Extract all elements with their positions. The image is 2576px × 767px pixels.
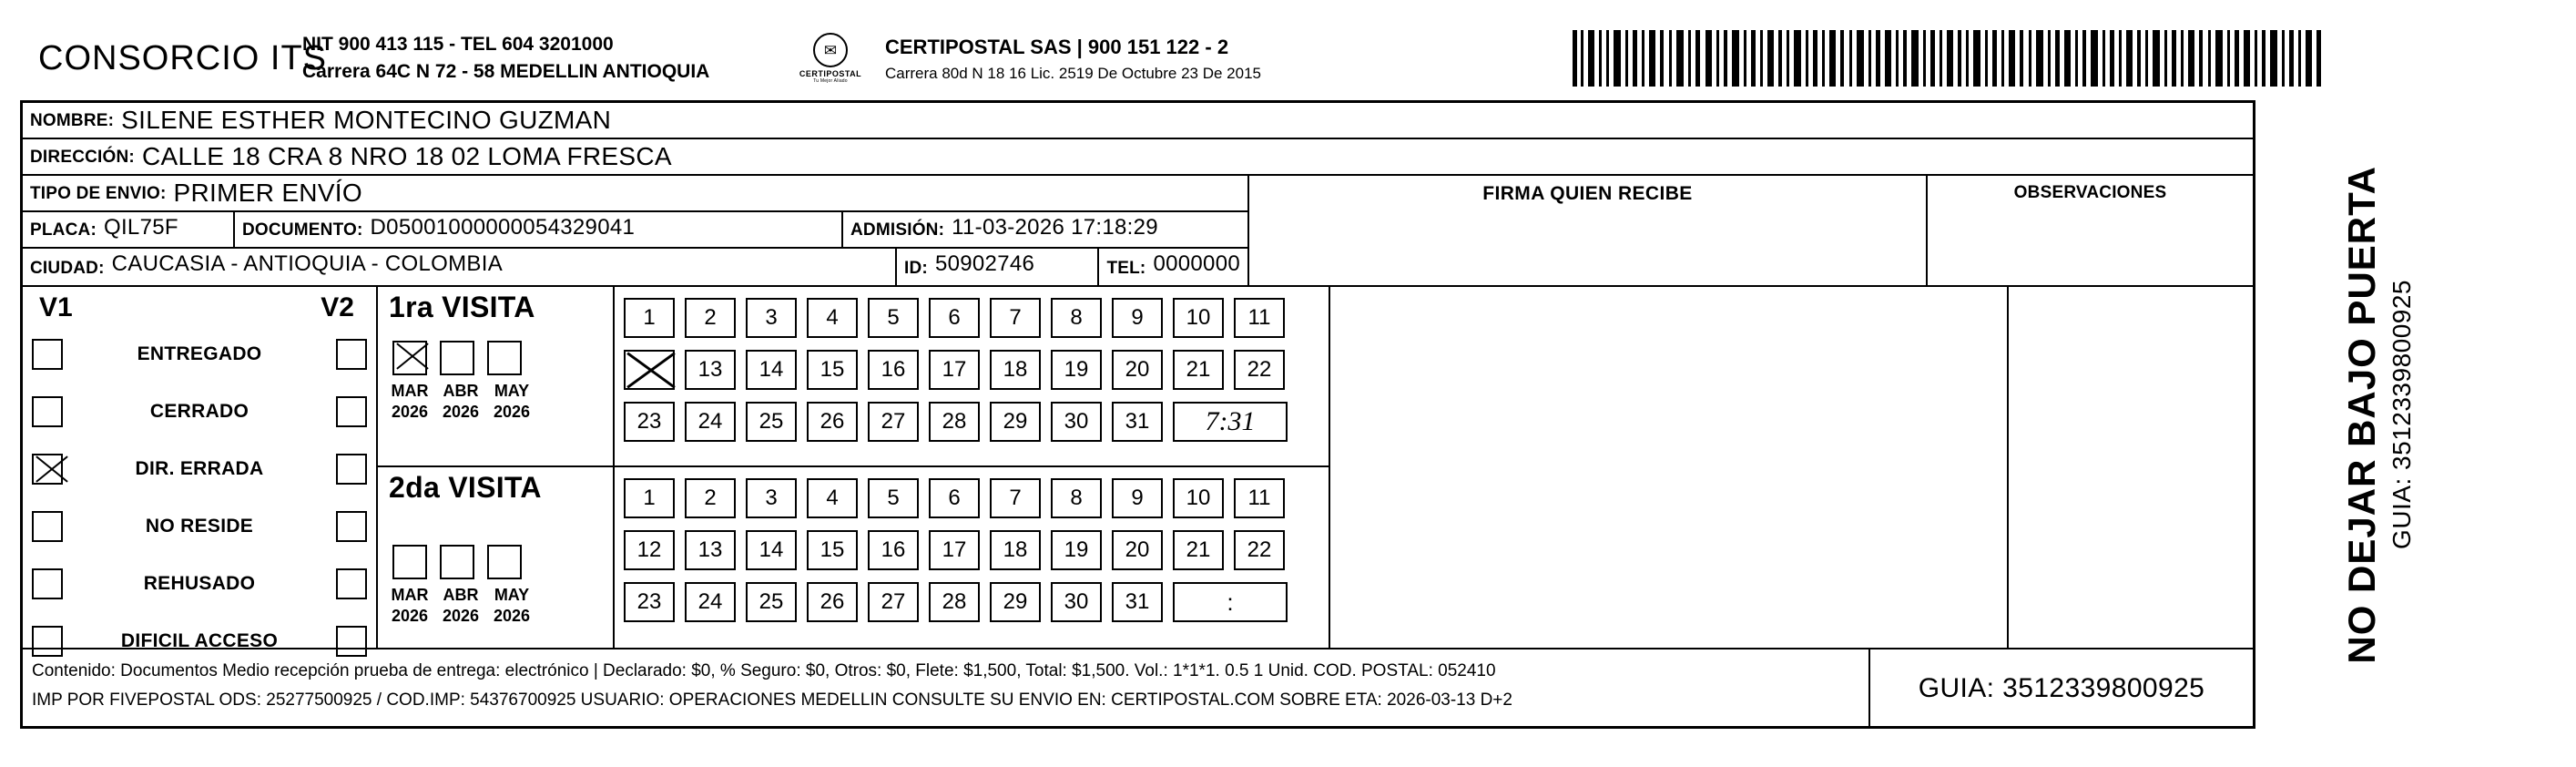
status-row-no-reside	[32, 497, 367, 555]
tel-value: 0000000	[1153, 251, 1240, 276]
day-cell[interactable]: 3	[746, 478, 797, 518]
visit-2-day-grid	[615, 467, 1329, 648]
visit1-month-abr	[442, 381, 480, 422]
checkbox-visit2-mar[interactable]	[392, 545, 427, 579]
day-cell[interactable]: 26	[807, 582, 858, 622]
day-cell[interactable]: 3	[746, 298, 797, 338]
day-cell[interactable]: 25	[746, 402, 797, 442]
day-cell[interactable]: 6	[929, 478, 980, 518]
vertical-notice-guia: GUIA: 3512339800925	[2388, 280, 2416, 549]
visit-2-block	[378, 467, 613, 648]
footer-line-2: IMP POR FIVEPOSTAL ODS: 25277500925 / COD.IMP: 54376700925 USUARIO: OPERACIONES MEDELLIN CONSULTE SU ENVIO EN: CERTIPOSTAL.COM SOBRE ETA: 2026-03-13 D+2	[32, 690, 1512, 711]
checkbox-visit2-abr[interactable]	[440, 545, 474, 579]
day-cell[interactable]: 5	[868, 478, 919, 518]
day-cell[interactable]: 26	[807, 402, 858, 442]
checkbox-dificil-acceso-v2[interactable]	[336, 626, 367, 657]
nombre-value: SILENE ESTHER MONTECINO GUZMAN	[121, 106, 612, 134]
direccion-label: DIRECCIÓN:	[30, 148, 135, 167]
v1-header: V1	[39, 292, 73, 322]
label-header	[20, 16, 2501, 100]
day-cell[interactable]: 13	[685, 350, 736, 390]
visit2-month-mar	[391, 585, 429, 626]
day-cell[interactable]: 12	[624, 530, 675, 570]
day-cell[interactable]: 23	[624, 582, 675, 622]
footer-text-block	[23, 649, 1870, 728]
id-value: 50902746	[934, 251, 1035, 276]
status-label-entregado: ENTREGADO	[137, 343, 262, 364]
day-cell[interactable]: 28	[929, 402, 980, 442]
day-cell[interactable]: 19	[1051, 350, 1102, 390]
checkbox-dir-errada-v1[interactable]	[32, 454, 63, 485]
day-cell[interactable]: 13	[685, 530, 736, 570]
visit2-day-row-1	[624, 478, 1319, 518]
day-cell[interactable]: 17	[929, 530, 980, 570]
visit1-month-mar	[391, 381, 429, 422]
day-cell[interactable]: 6	[929, 298, 980, 338]
visit-1-day-grid	[615, 287, 1329, 467]
logo-wordmark: CERTIPOSTAL	[799, 69, 862, 78]
consorcio-contact-block	[302, 31, 776, 87]
visit2-day-row-2	[624, 530, 1319, 570]
day-cell[interactable]: 10	[1173, 478, 1224, 518]
row-placa-documento-admision	[23, 212, 1247, 249]
visit-2-month-checkboxes	[389, 545, 613, 579]
consorcio-address-line: Carrera 64C N 72 - 58 MEDELLIN ANTIOQUIA	[302, 61, 710, 82]
day-cell[interactable]: 18	[990, 530, 1041, 570]
visit1-abr-year: 2026	[442, 402, 480, 421]
visit1-month-may	[493, 381, 531, 422]
status-label-no-reside: NO RESIDE	[145, 515, 254, 537]
visit1-may-name: MAY	[494, 382, 530, 400]
status-row-entregado	[32, 325, 367, 383]
day-grid-column	[615, 287, 1330, 648]
day-cell[interactable]: 22	[1234, 530, 1285, 570]
day-cell[interactable]: 10	[1173, 298, 1224, 338]
carrier-license: Carrera 80d N 18 16 Lic. 2519 De Octubre 23 De 2015	[885, 64, 1261, 82]
nombre-label: NOMBRE:	[30, 111, 115, 130]
day-cell[interactable]: 21	[1173, 530, 1224, 570]
checkbox-dir-errada-v2[interactable]	[336, 454, 367, 485]
day-cell[interactable]: 14	[746, 350, 797, 390]
day-cell[interactable]: 4	[807, 298, 858, 338]
day-cell[interactable]: 9	[1112, 298, 1163, 338]
certipostal-logo	[776, 33, 885, 84]
visit1-mar-year: 2026	[391, 402, 429, 421]
status-label-cerrado: CERRADO	[149, 400, 249, 422]
visit-1-month-labels	[389, 381, 613, 422]
day-cell[interactable]: 18	[990, 350, 1041, 390]
visit1-may-year: 2026	[493, 402, 531, 421]
day-cell[interactable]: 31	[1112, 402, 1163, 442]
day-cell[interactable]: 7	[990, 478, 1041, 518]
status-checkbox-column	[23, 287, 378, 651]
checkbox-rehusado-v2[interactable]	[336, 568, 367, 599]
visit1-day-row-3	[624, 402, 1319, 442]
visit2-may-name: MAY	[494, 586, 530, 605]
day-cell[interactable]: 4	[807, 478, 858, 518]
checkbox-no-reside-v2[interactable]	[336, 511, 367, 542]
observaciones-header: OBSERVACIONES	[1926, 176, 2253, 285]
day-cell[interactable]: 1	[624, 298, 675, 338]
day-cell[interactable]: 14	[746, 530, 797, 570]
day-cell[interactable]: 8	[1051, 478, 1102, 518]
day-cell[interactable]: 11	[1234, 298, 1285, 338]
day-cell[interactable]: 29	[990, 402, 1041, 442]
checkbox-entregado-v2[interactable]	[336, 339, 367, 370]
placa-label: PLACA:	[30, 220, 97, 240]
visit1-abr-name: ABR	[443, 382, 479, 400]
row-direccion	[23, 139, 2253, 176]
consorcio-nit-line: NIT 900 413 115 - TEL 604 3201000	[302, 33, 614, 55]
day-cell[interactable]: 22	[1234, 350, 1285, 390]
row-ciudad-id-tel	[23, 249, 1247, 285]
day-cell[interactable]: 24	[685, 582, 736, 622]
status-label-rehusado: REHUSADO	[143, 572, 256, 594]
day-cell[interactable]: 19	[1051, 530, 1102, 570]
footer-line-1: Contenido: Documentos Medio recepción prueba de entrega: electrónico | Declarado: $0, % Seguro: $0, Otros: $0, Flete: $1,500, Total: $1,500. Vol.: 1*1*1. 0.5 1 Unid. COD. POSTAL: 052410	[32, 661, 1496, 680]
consorcio-title: CONSORCIO ITS	[38, 38, 328, 77]
day-cell[interactable]: 27	[868, 582, 919, 622]
day-cell[interactable]: 24	[685, 402, 736, 442]
day-cell[interactable]: 17	[929, 350, 980, 390]
visit2-month-abr	[442, 585, 480, 626]
day-cell[interactable]: 16	[868, 350, 919, 390]
status-row-cerrado	[32, 383, 367, 440]
visit2-month-may	[493, 585, 531, 626]
day-cell[interactable]: 20	[1112, 530, 1163, 570]
day-cell[interactable]: 15	[807, 530, 858, 570]
barcode-image	[1571, 30, 2327, 87]
admision-value: 11-03-2026 17:18:29	[952, 215, 1158, 240]
visit1-mar-name: MAR	[391, 382, 429, 400]
barcode-area	[1468, 30, 2501, 87]
visit1-day-row-2	[624, 350, 1319, 390]
visit-1-title: 1ra VISITA	[389, 291, 535, 323]
visit-2-month-labels	[389, 585, 613, 626]
day-cell[interactable]: 7	[990, 298, 1041, 338]
status-row-dir-errada	[32, 440, 367, 497]
day-cell[interactable]: 16	[868, 530, 919, 570]
status-label-dificil-acceso: DIFICIL ACCESO	[120, 629, 279, 651]
visit1-time-field[interactable]: 7:31	[1173, 402, 1288, 442]
checkbox-dificil-acceso-v1[interactable]	[32, 626, 63, 657]
visit-2-title: 2da VISITA	[389, 471, 542, 505]
footer-section	[23, 649, 2253, 728]
checkbox-visit1-mar[interactable]	[392, 341, 427, 375]
day-cell[interactable]: 25	[746, 582, 797, 622]
visit2-abr-name: ABR	[443, 586, 479, 605]
day-cell[interactable]: 8	[1051, 298, 1102, 338]
tel-label: TEL:	[1106, 259, 1146, 278]
documento-label: DOCUMENTO:	[242, 220, 363, 240]
left-detail-column	[23, 176, 1247, 285]
checkbox-entregado-v1[interactable]	[32, 339, 63, 370]
admision-label: ADMISIÓN:	[850, 220, 945, 240]
logo-mark-icon: ✉	[813, 33, 848, 67]
checkbox-no-reside-v1[interactable]	[32, 511, 63, 542]
day-cell[interactable]: 23	[624, 402, 675, 442]
visit2-mar-year: 2026	[391, 606, 429, 625]
day-cell[interactable]: 9	[1112, 478, 1163, 518]
signature-headers	[1247, 176, 2253, 285]
documento-value: D05001000000054329041	[370, 215, 636, 240]
visit2-day-row-3	[624, 582, 1319, 622]
id-label: ID:	[904, 259, 928, 278]
vertical-notice-main: NO DEJAR BAJO PUERTA	[2340, 165, 2383, 664]
middle-section	[23, 285, 2253, 649]
day-cell[interactable]: 2	[685, 478, 736, 518]
row-tipo-envio	[23, 176, 1247, 212]
placa-value: QIL75F	[103, 215, 178, 240]
day-cell[interactable]: 2	[685, 298, 736, 338]
visit2-mar-name: MAR	[391, 586, 429, 605]
day-cell[interactable]: 31	[1112, 582, 1163, 622]
visit2-time-field[interactable]: :	[1173, 582, 1288, 622]
carrier-name: CERTIPOSTAL SAS | 900 151 122 - 2	[885, 35, 1229, 58]
checkbox-cerrado-v1[interactable]	[32, 396, 63, 427]
checkbox-rehusado-v1[interactable]	[32, 568, 63, 599]
visit2-abr-year: 2026	[442, 606, 480, 625]
visit-1-month-checkboxes	[389, 341, 613, 375]
visit-column	[378, 287, 615, 648]
direccion-value: CALLE 18 CRA 8 NRO 18 02 LOMA FRESCA	[141, 142, 672, 170]
label-body	[20, 100, 2255, 729]
visit-1-block	[378, 287, 613, 467]
checkbox-cerrado-v2[interactable]	[336, 396, 367, 427]
status-row-rehusado	[32, 555, 367, 612]
visit-column-headers	[32, 292, 367, 325]
day-cell[interactable]: 28	[929, 582, 980, 622]
day-cell[interactable]: 5	[868, 298, 919, 338]
visit2-may-year: 2026	[493, 606, 531, 625]
day-cell[interactable]: 30	[1051, 582, 1102, 622]
visit1-day-row-1	[624, 298, 1319, 338]
day-cell[interactable]: 11	[1234, 478, 1285, 518]
vertical-notice	[2255, 100, 2501, 729]
day-cell[interactable]: 29	[990, 582, 1041, 622]
day-cell[interactable]: 20	[1112, 350, 1163, 390]
shipping-label	[20, 16, 2501, 745]
day-cell-marked[interactable]	[624, 350, 675, 390]
signature-area[interactable]	[1330, 287, 2009, 648]
v2-header: V2	[321, 292, 354, 322]
ciudad-value: CAUCASIA - ANTIOQUIA - COLOMBIA	[111, 251, 504, 276]
guia-number: GUIA: 3512339800925	[1918, 673, 2205, 703]
day-cell[interactable]: 27	[868, 402, 919, 442]
day-cell[interactable]: 21	[1173, 350, 1224, 390]
tipo-envio-label: TIPO DE ENVIO:	[30, 184, 167, 203]
logo-tagline: Tu Mejor Aliado	[813, 78, 848, 84]
carrier-block	[885, 32, 1468, 86]
checkbox-visit1-may[interactable]	[487, 341, 522, 375]
day-cell[interactable]: 30	[1051, 402, 1102, 442]
checkbox-visit2-may[interactable]	[487, 545, 522, 579]
status-label-dir-errada: DIR. ERRADA	[135, 457, 264, 479]
firma-header: FIRMA QUIEN RECIBE	[1247, 176, 1926, 285]
row-nombre	[23, 103, 2253, 139]
day-cell[interactable]: 1	[624, 478, 675, 518]
checkbox-visit1-abr[interactable]	[440, 341, 474, 375]
observations-area[interactable]	[2009, 287, 2253, 648]
tipo-envio-value: PRIMER ENVÍO	[173, 179, 362, 207]
day-cell[interactable]: 15	[807, 350, 858, 390]
ciudad-label: CIUDAD:	[30, 259, 105, 278]
